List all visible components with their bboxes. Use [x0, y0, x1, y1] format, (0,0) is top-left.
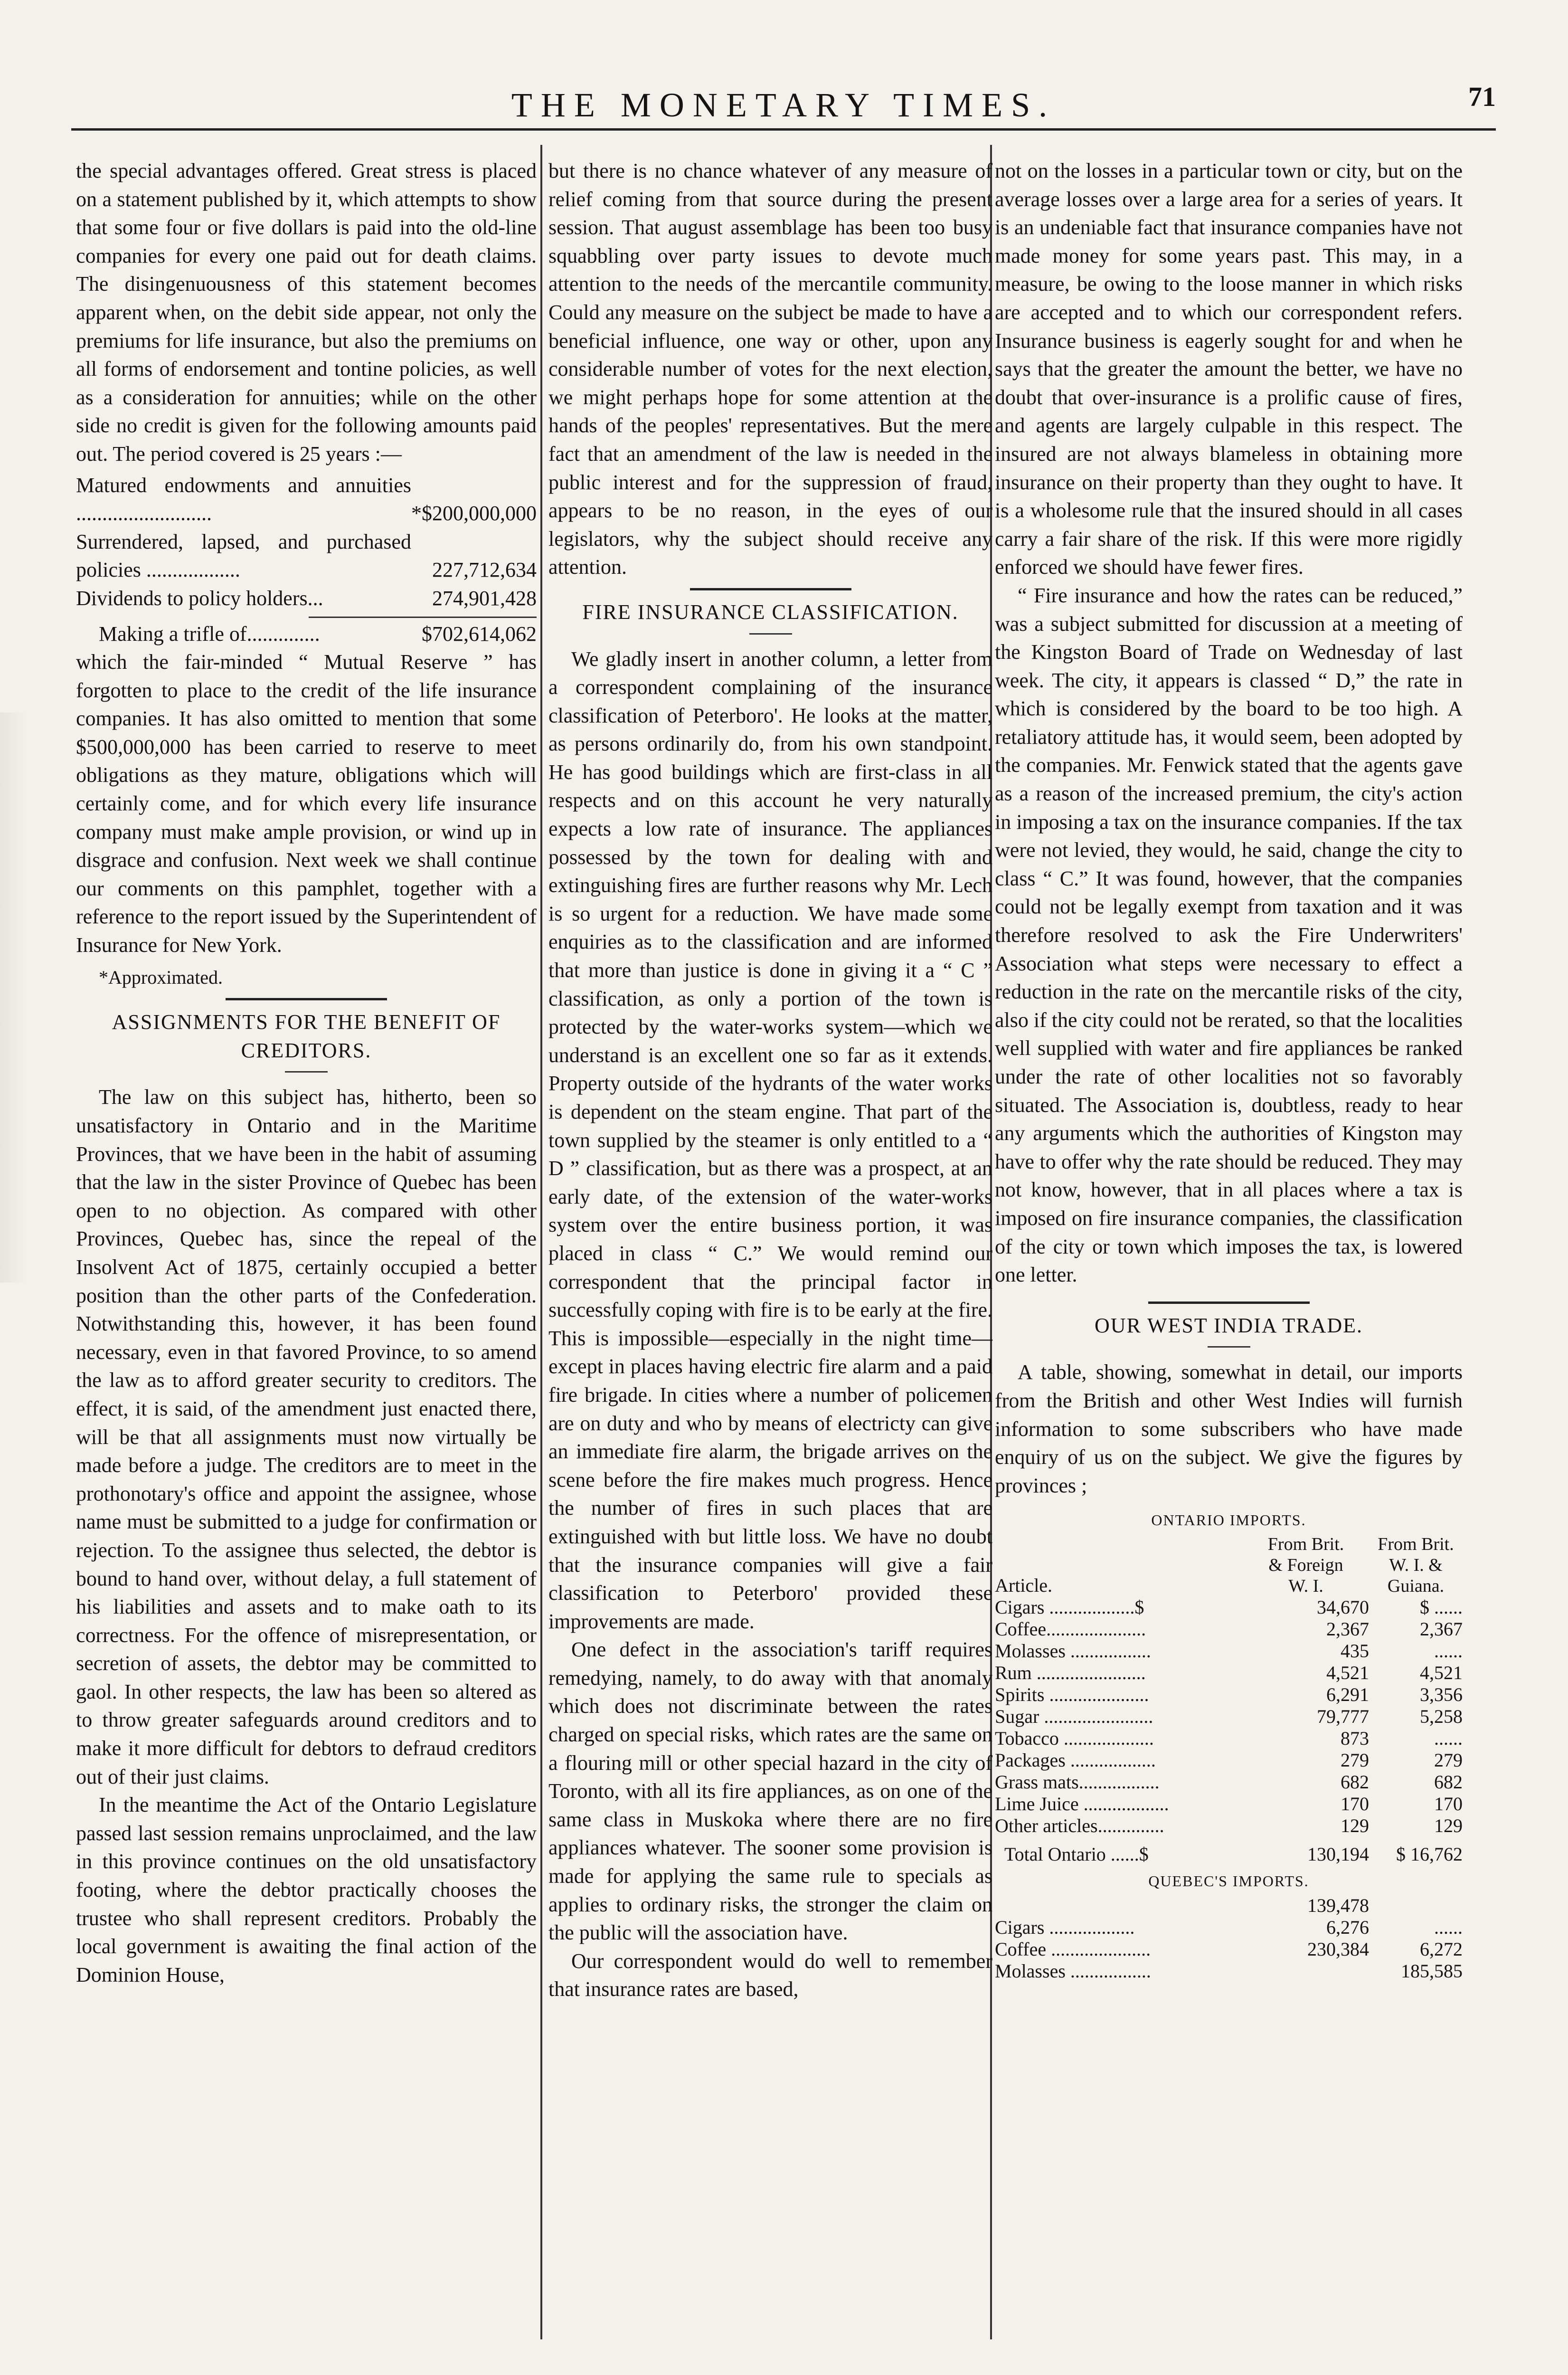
- row-article: [995, 1895, 1243, 1917]
- heading-dash: [1208, 1346, 1250, 1348]
- row-article: Rum .......................: [995, 1662, 1146, 1684]
- paragraph: A table, showing, somewhat in detail, our imports from the British and other West Indies will furnish information to some subscribers who have made enquiry of us on the subject. We give the figures by provinces ;: [995, 1360, 1463, 1497]
- row-article: Coffee.....................: [995, 1618, 1146, 1640]
- row-value-foreign: 79,777: [1317, 1706, 1369, 1728]
- heading-dash: [285, 1071, 328, 1073]
- section-heading: OUR WEST INDIA TRADE.: [1094, 1313, 1363, 1337]
- header-line: & Foreign: [1268, 1555, 1343, 1576]
- column-header-article: Article.: [995, 1575, 1053, 1596]
- table-row: [995, 1618, 1463, 1640]
- publication-title: THE MONETARY TIMES.: [511, 86, 1056, 124]
- paragraph: the special advantages offered. Great stress is placed on a statement published by it, which attempts to show that some four or five dollars is paid into the old-line companies for every one paid out for death claims. The disingenuousness of this statement becomes apparent when, on the debit side appear, not only the premiums for life insurance, but also the premiums on all forms of endorsement and tontine policies, as well as a consideration for annuities; while on the other side no credit is given for the following amounts paid out. The period covered is 25 years :—: [76, 159, 537, 466]
- table-row: [995, 1728, 1463, 1749]
- footnote: *Approximated.: [99, 966, 223, 988]
- row-article: Coffee .....................: [995, 1938, 1151, 1960]
- row-value: 274,901,428: [432, 586, 537, 610]
- row-value-foreign: 682: [1341, 1771, 1369, 1793]
- column-2: [548, 157, 992, 2004]
- table-total-row: [995, 1837, 1463, 1865]
- paragraph: The law on this subject has, hitherto, been so unsatisfactory in Ontario and in the Maritime Provinces, that we have been in the habit of assuming that the law in the sister Province of Quebec has been open to no objection. As compared with other Provinces, Quebec has, since the repeal of the Insolvent Act of 1875, certainly occupied a better position than the other parts of the Confederation. Notwithstanding this, however, it has been found necessary, even in that favored Province, to so amend the law as to afford greater security to creditors. The effect, it is said, of the amendment just enacted there, will be that all assignments must now virtually be made before a judge. The creditors are to meet in the prothonotary's office and appoint the assignee, whose name must be submitted to a judge for confirmation or rejection. To the assignee thus selected, the debtor is bound to hand over, without delay, a full statement of his liabilities and assets and to make oath to its correctness. For the offence of misrepresentation, or secretion of assets, the debtor may be committed to gaol. In other respects, the law has been so altered as to throw greater safeguards around creditors and to make it more difficult for debtors to defraud creditors out of their just claims.: [76, 1085, 537, 1788]
- total-foreign: 130,194: [1307, 1843, 1369, 1865]
- row-article: Other articles..............: [995, 1815, 1164, 1837]
- total-value: $702,614,062: [422, 622, 537, 646]
- row-article: Spirits .....................: [995, 1684, 1149, 1706]
- row-value-foreign: 4,521: [1326, 1662, 1369, 1684]
- paragraph: Our correspondent would do well to remember that insurance rates are based,: [548, 1949, 992, 2001]
- column-1: [76, 157, 537, 1989]
- row-value-guiana: 129: [1434, 1815, 1463, 1837]
- row-article: Cigars ..................: [995, 1917, 1135, 1938]
- heading-dash: [749, 633, 792, 635]
- row-value: 227,712,634: [432, 558, 537, 582]
- total-label: Making a trifle of..............: [99, 622, 320, 646]
- table-title: QUEBEC'S IMPORTS.: [1148, 1872, 1309, 1890]
- table-row: [76, 471, 537, 528]
- page-edge-shadow: [0, 712, 28, 1282]
- row-value-foreign: 34,670: [1317, 1596, 1369, 1618]
- paragraph: but there is no chance whatever of any measure of relief coming from that source during the present session. That august assemblage has been too busy squabbling over party issues to devote much attention to the needs of the mercantile community. Could any measure on the subject be made to have a beneficial influence, one way or other, upon any considerable number of votes for the next election, we might perhaps hope for some attention at the hands of the peoples' representatives. But the mere fact that an amendment of the law is needed in the public interest and for the suppression of fraud, appears to be no reason, in the eyes of our legislators, why the subject should receive any attention.: [548, 159, 992, 579]
- row-article: Grass mats.................: [995, 1771, 1160, 1793]
- column-divider: [540, 145, 542, 2339]
- row-value-guiana: ......: [1434, 1917, 1463, 1938]
- table-row: [995, 1938, 1463, 1960]
- section-rule: [690, 588, 851, 590]
- row-value-guiana: 170: [1434, 1793, 1463, 1815]
- row-value-foreign: 170: [1341, 1793, 1369, 1815]
- paragraph: We gladly insert in another column, a letter from a correspondent complaining of the insurance classification of Peterboro'. He looks at the matter, as persons ordinarily do, from his own standpoint. He has good buildings which are first-class in all respects and on this account he very naturally expects a low rate of insurance. The appliances possessed by the town for dealing with and extinguishing fires are further reasons why Mr. Lech is so urgent for a reduction. We have made some enquiries as to the classification and are informed that more than justice is done in giving it a “ C ” classification, as only a portion of the town is protected by the water-works system—which we understand is an excellent one so far as it extends. Property outside of the hydrants of the water works is dependent on the steam engine. That part of the town supplied by the steamer is only entitled to a “ D ” classification, but as there was a prospect, at an early date, of the extension of the water-works system over the entire business portion, it was placed in class “ C.” We would remind our correspondent that the principal factor in successfully coping with fire is to be early at the fire. This is impossible—especially in the night time—except in places having electric fire alarm and a paid fire brigade. In cities where a number of policemen are on duty and who by means of electricty can give an immediate fire alarm, the brigade arrives on the scene before the fire makes much progress. Hence the number of fires in such places that are extinguished with but little loss. We have no doubt that the insurance companies will give a fair classification to Peterboro' provided these improvements are made.: [548, 647, 992, 1633]
- row-value-guiana: 4,521: [1420, 1662, 1463, 1684]
- table-row: [995, 1815, 1463, 1837]
- table-row: [995, 1960, 1463, 1982]
- row-value-foreign: 873: [1341, 1728, 1369, 1749]
- row-label: Surrendered, lapsed, and purchased policies ..................: [76, 530, 411, 582]
- row-article: Tobacco ...................: [995, 1728, 1154, 1749]
- row-value: *$200,000,000: [411, 502, 537, 525]
- table-title-row: [995, 1865, 1463, 1895]
- table-row: [995, 1895, 1463, 1917]
- masthead: [71, 71, 1496, 131]
- row-value-guiana: 5,258: [1420, 1706, 1463, 1728]
- paragraph: “ Fire insurance and how the rates can be reduced,” was a subject submitted for discussion at a meeting of the Kingston Board of Trade on Wednesday of last week. The city, it appears is classed “ D,” the rate in which is considered by the board to be too high. A retaliatory attitude has, it would seem, been adopted by the companies. Mr. Fenwick stated that the agents gave as a reason of the increased premium, the city's action in imposing a tax on the insurance companies. If the tax were not levied, they would, he said, change the city to class “ C.” It was found, however, that the companies could not be legally exempt from taxation and it was therefore resolved to ask the Fire Underwriters' Association what steps were necessary to effect a reduction in the rate on the mercantile risks of the city, also if the city could not be rerated, so that the localities well supplied with water and fire appliances be ranked under the rate of other localities not so favorably situated. The Association is, doubtless, ready to hear any arguments which the authorities of Kingston may have to offer why the rate should be reduced. They may not know, however, that in all places where a tax is imposed on fire insurance companies, the classification of the city or town which imposes the tax, is lowered one letter.: [995, 583, 1463, 1287]
- header-line: From Brit.: [1378, 1534, 1454, 1555]
- row-label: Dividends to policy holders...: [76, 586, 323, 610]
- row-value-foreign: 6,276: [1326, 1917, 1369, 1938]
- table-row: [995, 1917, 1463, 1938]
- table-header-row: [995, 1534, 1463, 1596]
- row-value-guiana: 682: [1434, 1771, 1463, 1793]
- total-line: [76, 620, 537, 648]
- row-value-foreign: [1243, 1960, 1369, 1982]
- table-row: [995, 1706, 1463, 1728]
- header-line: W. I. &: [1389, 1555, 1443, 1576]
- paragraph: One defect in the association's tariff requires remedying, namely, to do away with that anomaly which does not discriminate between the rates charged on special risks, which rates are the same on a flouring mill or other special hazard in the city of Toronto, with all its fire appliances, as on one of the same class in Muskoka where there are no fire appliances whatever. The sooner some provision is made for applying the same rule to specials as applies to ordinary risks, the stronger the claim on the public will the association have.: [548, 1638, 992, 1945]
- table-row: [995, 1640, 1463, 1662]
- table-row: [995, 1596, 1463, 1618]
- row-article: Packages ..................: [995, 1749, 1156, 1771]
- row-value-foreign: 2,367: [1326, 1618, 1369, 1640]
- table-row: [995, 1662, 1463, 1684]
- row-value-guiana: 279: [1434, 1749, 1463, 1771]
- row-article: Sugar .......................: [995, 1706, 1153, 1728]
- table-row: [995, 1771, 1463, 1793]
- amounts-table: [76, 471, 537, 613]
- row-value-foreign: 129: [1341, 1815, 1369, 1837]
- header-line: W. I.: [1288, 1576, 1323, 1596]
- row-value-foreign: 230,384: [1307, 1938, 1369, 1960]
- paragraph: which the fair-minded “ Mutual Reserve ” has forgotten to place to the credit of the life insurance companies. It has also omitted to mention that some $500,000,000 has been carried to reserve to meet obligations as they mature, obligations which will certainly come, and for which every life insurance company must make ample provision, or wind up in disgrace and confusion. Next week we shall continue our comments on this pamphlet, together with a reference to the report issued by the Superintendent of Insurance for New York.: [76, 650, 537, 957]
- section-rule: [1148, 1302, 1310, 1304]
- column-header-foreign: [1243, 1534, 1369, 1596]
- table-row: [76, 528, 537, 584]
- row-label: Matured endowments and annuities ..........................: [76, 473, 411, 525]
- header-line: From Brit.: [1267, 1534, 1344, 1555]
- row-value-guiana: 2,367: [1420, 1618, 1463, 1640]
- row-value-foreign: 279: [1341, 1749, 1369, 1771]
- row-value-guiana: $ ......: [1420, 1596, 1463, 1618]
- row-value-guiana: 6,272: [1420, 1938, 1463, 1960]
- table-row: [995, 1793, 1463, 1815]
- row-value-foreign: 139,478: [1307, 1895, 1369, 1917]
- paragraph: In the meantime the Act of the Ontario Legislature passed last session remains unproclaimed, and the law in this province continues on the old unsatisfactory footing, where the debtor practically chooses the trustee who shall represent creditors. Probably the local government is awaiting the final action of the Dominion House,: [76, 1793, 537, 1986]
- imports-table: [995, 1504, 1463, 1982]
- header-line: Guiana.: [1387, 1576, 1445, 1596]
- total-guiana: $ 16,762: [1396, 1843, 1463, 1865]
- row-value-guiana: 185,585: [1401, 1960, 1463, 1982]
- total-label: Total Ontario ......$: [1004, 1843, 1149, 1865]
- table-title-row: [995, 1504, 1463, 1534]
- row-article: Lime Juice ..................: [995, 1793, 1169, 1815]
- row-article: Molasses .................: [995, 1960, 1151, 1982]
- table-row: [76, 584, 537, 613]
- column-header-guiana: [1369, 1534, 1463, 1596]
- row-value-foreign: 435: [1341, 1640, 1369, 1662]
- table-title: ONTARIO IMPORTS.: [1151, 1511, 1306, 1529]
- row-article: Molasses .................: [995, 1640, 1151, 1662]
- page-number: 71: [1468, 81, 1496, 112]
- sum-rule: [309, 617, 537, 618]
- row-value-foreign: 6,291: [1326, 1684, 1369, 1706]
- row-value-guiana: ......: [1434, 1640, 1463, 1662]
- table-row: [995, 1749, 1463, 1771]
- section-heading: FIRE INSURANCE CLASSIFICATION.: [582, 600, 959, 624]
- row-value-guiana: ......: [1434, 1728, 1463, 1749]
- section-rule: [226, 998, 387, 1000]
- column-3: [995, 157, 1463, 1982]
- row-value-guiana: [1369, 1895, 1463, 1917]
- section-heading: ASSIGNMENTS FOR THE BENEFIT OF CREDITORS.: [112, 1010, 501, 1062]
- row-value-guiana: 3,356: [1420, 1684, 1463, 1706]
- row-article: Cigars ..................$: [995, 1596, 1144, 1618]
- table-row: [995, 1684, 1463, 1706]
- paragraph: not on the losses in a particular town or city, but on the average losses over a large area for a series of years. It is an undeniable fact that insurance companies have not made money for some years past. This may, in a measure, be owing to the loose manner in which risks are accepted and to which our correspondent refers. Insurance business is eagerly sought for and when he says that the greater the amount the better, we have no doubt that over-insurance is a prolific cause of fires, and agents are largely culpable in this respect. The insured are not always blameless in obtaining more insurance on their property than they ought to have. It is a wholesome rule that the insured should in all cases carry a fair share of the risk. If this were more rigidly enforced we should have fewer fires.: [995, 159, 1463, 579]
